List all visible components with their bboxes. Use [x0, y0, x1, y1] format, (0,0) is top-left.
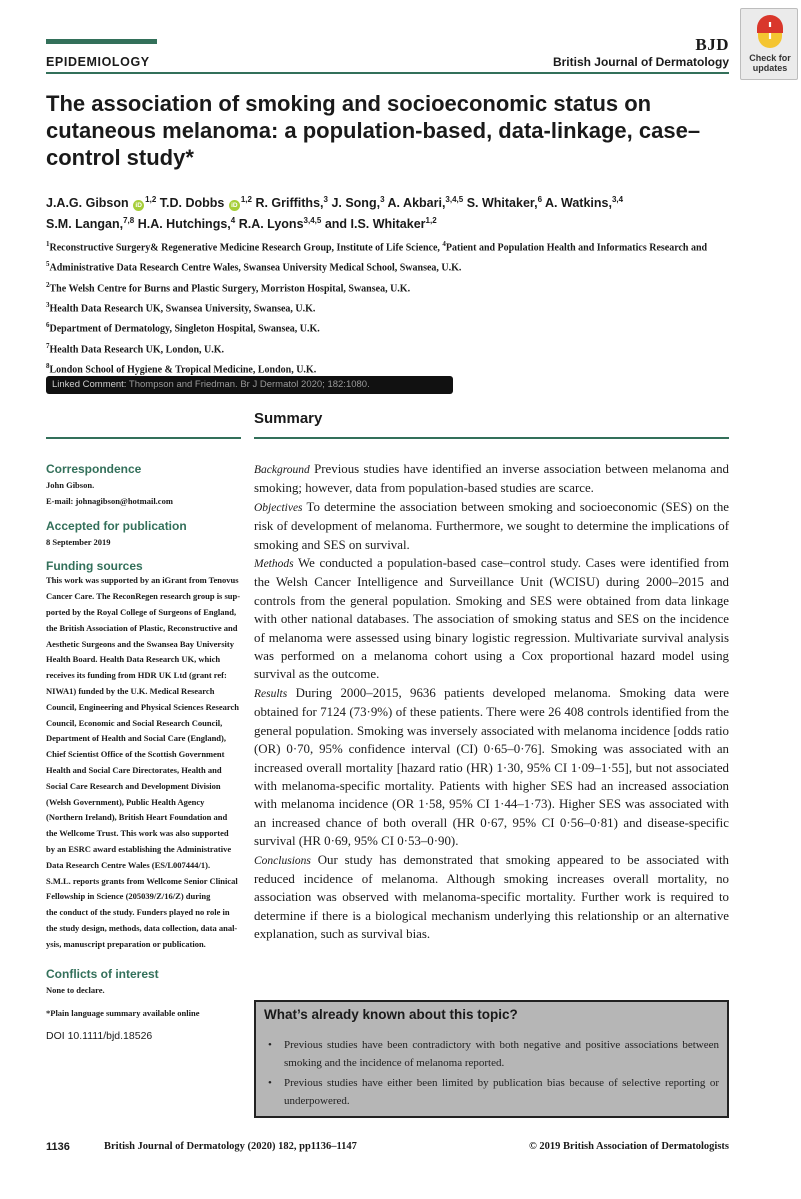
- check-updates-icon: [755, 13, 785, 49]
- funding-line: the Wellcome Trust. This work was also supported: [46, 828, 229, 839]
- author: R. Griffiths,: [255, 196, 324, 211]
- summary-rule: [254, 437, 729, 439]
- footer-citation: British Journal of Dermatology (2020) 182, pp1136–1147: [104, 1141, 357, 1152]
- orcid-icon[interactable]: iD: [133, 200, 144, 211]
- whats-known-box: [254, 1000, 729, 1118]
- affiliations: [46, 236, 746, 378]
- affiliation: $^6$Department of Dermatology, Singleton Hospital, Swansea, U.K.: [46, 321, 320, 335]
- summary-heading: Summary: [254, 410, 323, 427]
- funding-line: This work was supported by an iGrant from Tenovus: [46, 575, 239, 586]
- article-sidebar: [46, 462, 241, 1042]
- author: T.D. Dobbs: [159, 196, 225, 211]
- list-item: • Previous studies have been contradictory with both negative and positive associations between smoking and the incidence of melanoma reported.: [264, 1036, 719, 1072]
- abstract-conclusions: Conclusions Our study has demonstrated that smoking appeared to be associated with reduced incidence of melanoma. Although smoking increases overall mortality, no association was observed with melanoma-specific mortality. Further work is required to determine if there is a biological mechanism underlying this relationship or an alternative explanation, such as survival bias.: [254, 852, 729, 942]
- footer-copyright: © 2019 British Association of Dermatologists: [528, 1141, 729, 1152]
- abstract-background: Background Previous studies have identified an inverse association between melanoma and smoking; however, data from population-based studies are scarce.: [254, 462, 729, 496]
- funding-line: Council, Economic and Social Research Council,: [46, 717, 223, 728]
- conflicts-text: None to declare.: [46, 984, 105, 995]
- author: A. Watkins,: [545, 196, 612, 211]
- conflicts-heading: Conflicts of interest: [46, 966, 159, 981]
- section-label: EPIDEMIOLOGY: [46, 55, 150, 69]
- funding-line: the British Association of Plastic, Reconstructive and: [46, 622, 238, 633]
- correspondence-email[interactable]: E-mail: johnagibson@hotmail.com: [46, 495, 173, 506]
- funding-text: [46, 573, 241, 952]
- funding-line: Health and Social Care Directorates, Health and: [46, 764, 222, 775]
- affiliation: $^1$Reconstructive Surgery& Regenerative Medicine Research Group, Institute of Life Science, $^4$Patient and Population Health and Informatics Research and: [46, 240, 708, 254]
- article-title: The association of smoking and socioeconomic status on cutaneous melanoma: a population-based, data-linkage, case–control study*: [46, 91, 701, 170]
- header-rule: [46, 72, 729, 74]
- affiliation: $^8$London School of Hygiene & Tropical Medicine, London, U.K.: [46, 361, 317, 376]
- funding-line: by an ESRC award establishing the Administrative: [46, 843, 232, 854]
- accepted-date: 8 September 2019: [46, 536, 111, 547]
- author-list: [46, 191, 736, 233]
- whats-known-heading: What’s already known about this topic?: [264, 1007, 518, 1022]
- check-for-updates-button[interactable]: [740, 8, 798, 80]
- journal-abbreviation: BJD: [695, 35, 729, 54]
- author: S. Whitaker,: [466, 196, 538, 211]
- funding-line: Social Care Research and Development Division: [46, 780, 221, 791]
- funding-line: (Welsh Government), Public Health Agency: [46, 796, 205, 807]
- funding-line: Fellowship in Science (205039/Z/16/Z) during: [46, 891, 211, 902]
- funding-line: receives its funding from HDR UK Ltd (grant ref:: [46, 670, 227, 681]
- linked-comment-link[interactable]: [46, 376, 453, 394]
- funding-line: the study design, methods, data collection, data anal-: [46, 922, 238, 933]
- funding-line: ysis, manuscript preparation or publication.: [46, 938, 206, 949]
- sidebar-rule: [46, 437, 241, 439]
- funding-line: Chief Scientist Office of the Scottish Government: [46, 749, 225, 760]
- doi[interactable]: DOI 10.1111/bjd.18526: [46, 1030, 153, 1043]
- affiliation: $^7$Health Data Research UK, London, U.K.: [46, 341, 225, 355]
- correspondence-heading: Correspondence: [46, 462, 142, 476]
- funding-line: Council, Engineering and Physical Sciences Research: [46, 701, 239, 712]
- funding-line: Data Research Centre Wales (ES/L007444/1).: [46, 859, 211, 870]
- orcid-icon[interactable]: iD: [229, 200, 240, 211]
- author: J. Song,: [331, 196, 381, 211]
- affiliation: $^3$Health Data Research UK, Swansea University, Swansea, U.K.: [46, 300, 316, 315]
- page-number: 1136: [46, 1141, 70, 1153]
- author: A. Akbari,: [387, 196, 446, 211]
- author-line-1: J.A.G. Gibson iD$^{1,2}$ T.D. Dobbs iD$^{1,2}$ R. Griffiths,$^3$ J. Song,$^3$ A. Akbari,$^{3,4,5}$ S. Whitaker,$^6$ A. Watkins,$^{3,4}$: [46, 195, 624, 211]
- funding-line: Health Board. Health Data Research UK, which: [46, 654, 221, 665]
- affiliation: $^5$Administrative Data Research Centre Wales, Swansea University Medical School, Swansea, U.K.: [46, 260, 462, 274]
- whats-known-list: [264, 1036, 719, 1112]
- linked-comment-text: Thompson and Friedman. Br J Dermatol 2020; 182:1080.: [128, 379, 370, 390]
- list-item: • Previous studies have either been limited by publication bias because of selective reporting or underpowered.: [264, 1074, 719, 1110]
- funding-line: (Northern Ireland), British Heart Foundation and: [46, 812, 228, 823]
- accepted-heading: Accepted for publication: [46, 518, 187, 533]
- author: H.A. Hutchings,: [137, 217, 231, 232]
- author: R.A. Lyons: [238, 217, 304, 232]
- author: J.A.G. Gibson: [46, 196, 129, 211]
- funding-line: S.M.L. reports grants from Wellcome Senior Clinical: [46, 875, 238, 886]
- affiliation: $^2$The Welsh Centre for Burns and Plastic Surgery, Morriston Hospital, Swansea, U.K.: [46, 280, 411, 294]
- funding-line: Aesthetic Surgeons and the Swansea Bay University: [46, 638, 234, 649]
- abstract-objectives: Objectives To determine the association between smoking and socioeconomic (SES) on the risk of development of melanoma. Furthermore, we sought to determine the implications of smoking and SES on survival.: [254, 499, 729, 552]
- journal-name: British Journal of Dermatology: [552, 55, 729, 69]
- plain-language-note: *Plain language summary available online: [46, 1008, 200, 1019]
- check-for-updates-label: Check for updates: [749, 53, 791, 73]
- funding-line: ported by the Royal College of Surgeons of England,: [46, 606, 237, 617]
- author: and I.S. Whitaker: [324, 217, 426, 232]
- abstract-methods: Methods We conducted a population-based case–control study. Cases were identified from the Welsh Cancer Intelligence and Surveillance Unit (WCISU) during 2000–2015 and controls from the general population. Smoking and SES were obtained from data linkage with other national databases. The association of smoking status and SES on the incidence of melanoma were assessed using binary logistic regression. Multivariate survival analysis was performed on a melanoma cohort using a Cox proportional hazard model using survival as the outcome.: [254, 556, 729, 682]
- funding-line: the conduct of the study. Funders played no role in: [46, 907, 230, 918]
- funding-heading: Funding sources: [46, 559, 143, 574]
- author: S.M. Langan,: [46, 217, 124, 232]
- linked-comment-label: Linked Comment:: [52, 379, 127, 390]
- author-line-2: S.M. Langan,$^{7,8}$ H.A. Hutchings,$^4$ R.A. Lyons$^{3,4,5}$ and I.S. Whitaker$^{1,2}$: [46, 216, 437, 232]
- correspondence-name: John Gibson.: [46, 480, 95, 490]
- abstract: [254, 460, 729, 944]
- funding-line: Cancer Care. The ReconRegen research group is sup-: [46, 591, 241, 602]
- abstract-results: Results During 2000–2015, 9636 patients developed melanoma. Smoking data were obtained for 7124 (73·9%) of these patients. There were 26 408 controls identified from the general population. Smoking was inversely associated with melanoma incidence [odds ratio (OR) 0·70, 95% confidence interval (CI) 0·65–0·76]. Smoking was associated with an increased overall mortality [hazard ratio (HR) 1·30, 95% CI 1·09–1·55], but not associated with melanoma-specific mortality. Patients with higher SES had an increased association with melanoma incidence (OR 1·58, 95% CI 1·44–1·73). Higher SES was associated with an increased chance of both overall (HR 0·67, 95% CI 0·56–0·81) and disease-specific survival (HR 0·69, 95% CI 0·53–0·90).: [254, 685, 729, 849]
- funding-line: NIWA1) funded by the U.K. Medical Research: [46, 685, 215, 696]
- funding-line: Department of Health and Social Care (England),: [46, 733, 226, 744]
- top-accent-rule: [46, 39, 157, 44]
